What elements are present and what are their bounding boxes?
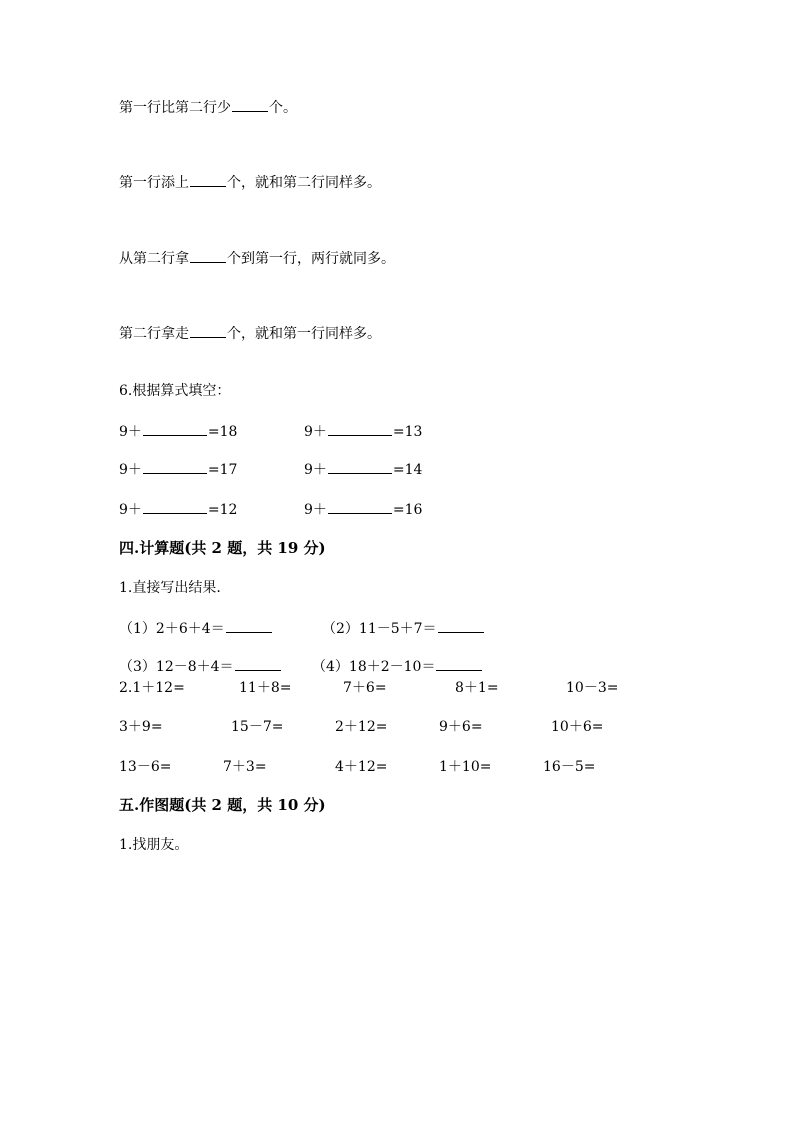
equation-prefix: 9＋ <box>304 502 327 518</box>
equation-suffix: =18 <box>207 424 238 440</box>
comparison-text-before: 第二行拿走 <box>119 326 189 342</box>
answer-blank[interactable] <box>438 618 484 633</box>
equation-suffix: =16 <box>392 502 423 518</box>
arith-item: 2.1＋12= <box>119 680 185 696</box>
arith-item: 13－6= <box>119 759 172 775</box>
comparison-text-before: 第一行比第二行少 <box>119 100 231 116</box>
arith-item: 16－5= <box>543 759 596 775</box>
equation-prefix: 9＋ <box>119 462 142 478</box>
calc-problem <box>119 656 282 677</box>
fill-equation <box>304 421 422 442</box>
arith-item: 7＋6= <box>343 680 387 696</box>
arith-item: 10＋6= <box>551 719 604 735</box>
comparison-line-4 <box>119 323 381 344</box>
equation-suffix: =14 <box>392 462 423 478</box>
answer-blank[interactable] <box>328 421 392 436</box>
equation-prefix: 9＋ <box>119 424 142 440</box>
answer-blank[interactable] <box>436 656 482 671</box>
answer-blank[interactable] <box>143 499 207 514</box>
answer-blank[interactable] <box>232 97 268 112</box>
calc-expression: （2）11－5＋7＝ <box>322 621 437 637</box>
equation-suffix: =12 <box>207 502 238 518</box>
arith-item: 4＋12= <box>335 759 388 775</box>
answer-blank[interactable] <box>190 323 226 338</box>
answer-blank[interactable] <box>328 459 392 474</box>
arith-item: 11＋8= <box>239 680 292 696</box>
comparison-text-before: 第一行添上 <box>119 175 189 191</box>
answer-blank[interactable] <box>226 618 272 633</box>
answer-blank[interactable] <box>190 172 226 187</box>
calc-expression: （4）18＋2－10＝ <box>312 659 436 675</box>
answer-blank[interactable] <box>328 499 392 514</box>
fill-equation <box>119 421 237 442</box>
question-6-title: 6.根据算式填空： <box>119 383 231 399</box>
comparison-line-3 <box>119 248 395 269</box>
comparison-text-after: 个，就和第一行同样多。 <box>227 326 381 342</box>
equation-suffix: =17 <box>207 462 238 478</box>
answer-blank[interactable] <box>235 656 281 671</box>
arith-item: 10－3= <box>566 680 619 696</box>
fill-equation <box>304 499 422 520</box>
answer-blank[interactable] <box>190 248 226 263</box>
arith-item: 3＋9= <box>119 719 163 735</box>
calc-problem <box>119 618 273 639</box>
arith-item: 2＋12= <box>335 719 388 735</box>
arith-item: 9＋6= <box>439 719 483 735</box>
section-4-question-1-title: 1.直接写出结果. <box>119 580 221 596</box>
fill-equation <box>119 499 237 520</box>
calc-expression: （3）12－8＋4＝ <box>119 659 234 675</box>
comparison-line-2 <box>119 172 381 193</box>
arith-item: 15－7= <box>231 719 284 735</box>
equation-prefix: 9＋ <box>304 462 327 478</box>
comparison-text-after: 个，就和第二行同样多。 <box>227 175 381 191</box>
calc-problem <box>312 656 483 677</box>
calc-expression: （1）2＋6＋4＝ <box>119 621 225 637</box>
comparison-line-1 <box>119 97 297 118</box>
comparison-text-after: 个到第一行，两行就同多。 <box>227 251 395 267</box>
equation-prefix: 9＋ <box>119 502 142 518</box>
answer-blank[interactable] <box>143 421 207 436</box>
equation-prefix: 9＋ <box>304 424 327 440</box>
comparison-text-before: 从第二行拿 <box>119 251 189 267</box>
calc-problem <box>322 618 485 639</box>
comparison-text-after: 个。 <box>269 100 297 116</box>
answer-blank[interactable] <box>143 459 207 474</box>
fill-equation <box>304 459 422 480</box>
section-5-heading: 五.作图题(共 2 题，共 10 分) <box>119 796 326 814</box>
equation-suffix: =13 <box>392 424 423 440</box>
arith-item: 1＋10= <box>439 759 492 775</box>
arith-item: 7＋3= <box>223 759 267 775</box>
arith-item: 8＋1= <box>455 680 499 696</box>
fill-equation <box>119 459 237 480</box>
section-4-heading: 四.计算题(共 2 题，共 19 分) <box>119 539 326 557</box>
section-5-question-1-title: 1.找朋友。 <box>119 837 189 853</box>
